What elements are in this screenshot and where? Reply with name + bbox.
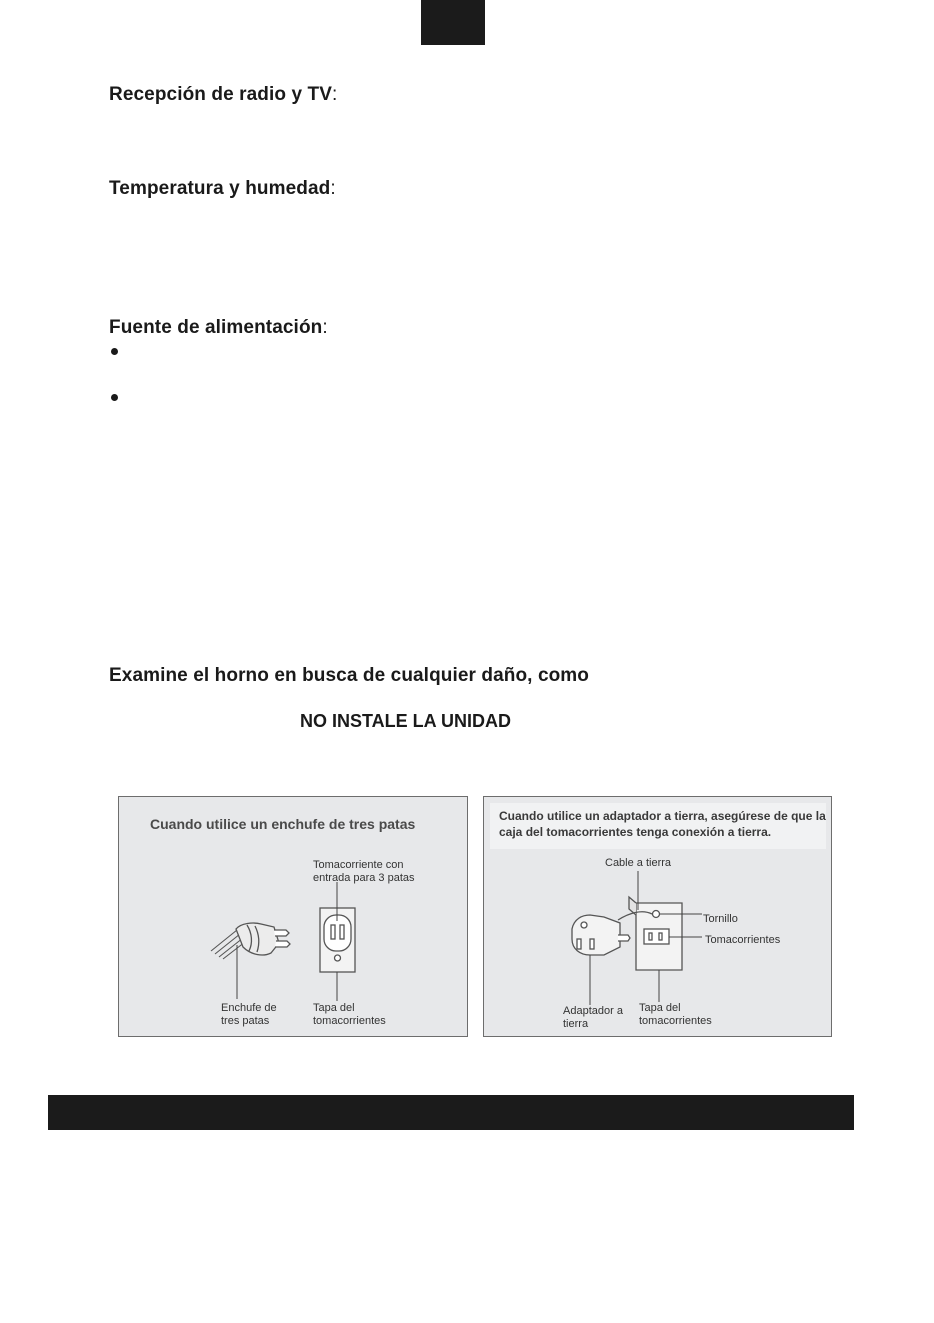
page-tab-marker (421, 0, 485, 45)
heading-radio-tv-text: Recepción de radio y TV (109, 84, 332, 105)
label-ground-adapter: Adaptador a tierra (563, 1005, 623, 1030)
ground-adapter-panel-title: Cuando utilice un adaptador a tierra, asegúrese de que la caja del tomacorrientes tenga conexión a tierra. (499, 809, 826, 839)
heading-power (109, 317, 328, 339)
three-prong-panel (118, 796, 468, 1037)
heading-temperature-colon: : (330, 178, 336, 199)
bullet-2 (111, 394, 118, 401)
label-outlet-cover-left: Tapa del tomacorrientes (313, 1002, 386, 1027)
label-three-prong-plug: Enchufe de tres patas (221, 1002, 277, 1027)
heading-power-colon: : (322, 317, 328, 338)
label-ground-cable: Cable a tierra (605, 857, 672, 869)
label-screw: Tornillo (703, 913, 738, 925)
ground-adapter-panel (483, 796, 832, 1037)
heading-radio-tv-colon: : (331, 84, 338, 105)
three-prong-illustration (119, 797, 467, 1036)
three-prong-panel-title: Cuando utilice un enchufe de tres patas (150, 816, 416, 832)
label-outlet-cover-right: Tapa del tomacorrientes (639, 1002, 712, 1027)
heading-radio-tv (109, 84, 337, 106)
ground-adapter-icon (572, 915, 630, 955)
ground-adapter-illustration (484, 797, 831, 1036)
screw-icon (653, 911, 660, 918)
label-outlet: Tomacorrientes (705, 934, 781, 946)
heading-power-text: Fuente de alimentación (109, 317, 323, 338)
outlet-box-icon (629, 897, 682, 970)
heading-inspect-text: Examine el horno en busca de cualquier daño, como (109, 665, 590, 686)
heading-temperature-text: Temperatura y humedad (109, 178, 331, 199)
heading-temperature (109, 178, 336, 200)
warning-text: NO INSTALE LA UNIDAD (300, 711, 511, 731)
heading-inspect (109, 665, 589, 687)
section-header-bar (48, 1095, 854, 1130)
three-prong-plug-icon (236, 923, 290, 955)
bullet-1 (111, 348, 118, 355)
label-three-prong-outlet: Tomacorriente con entrada para 3 patas (313, 859, 415, 884)
